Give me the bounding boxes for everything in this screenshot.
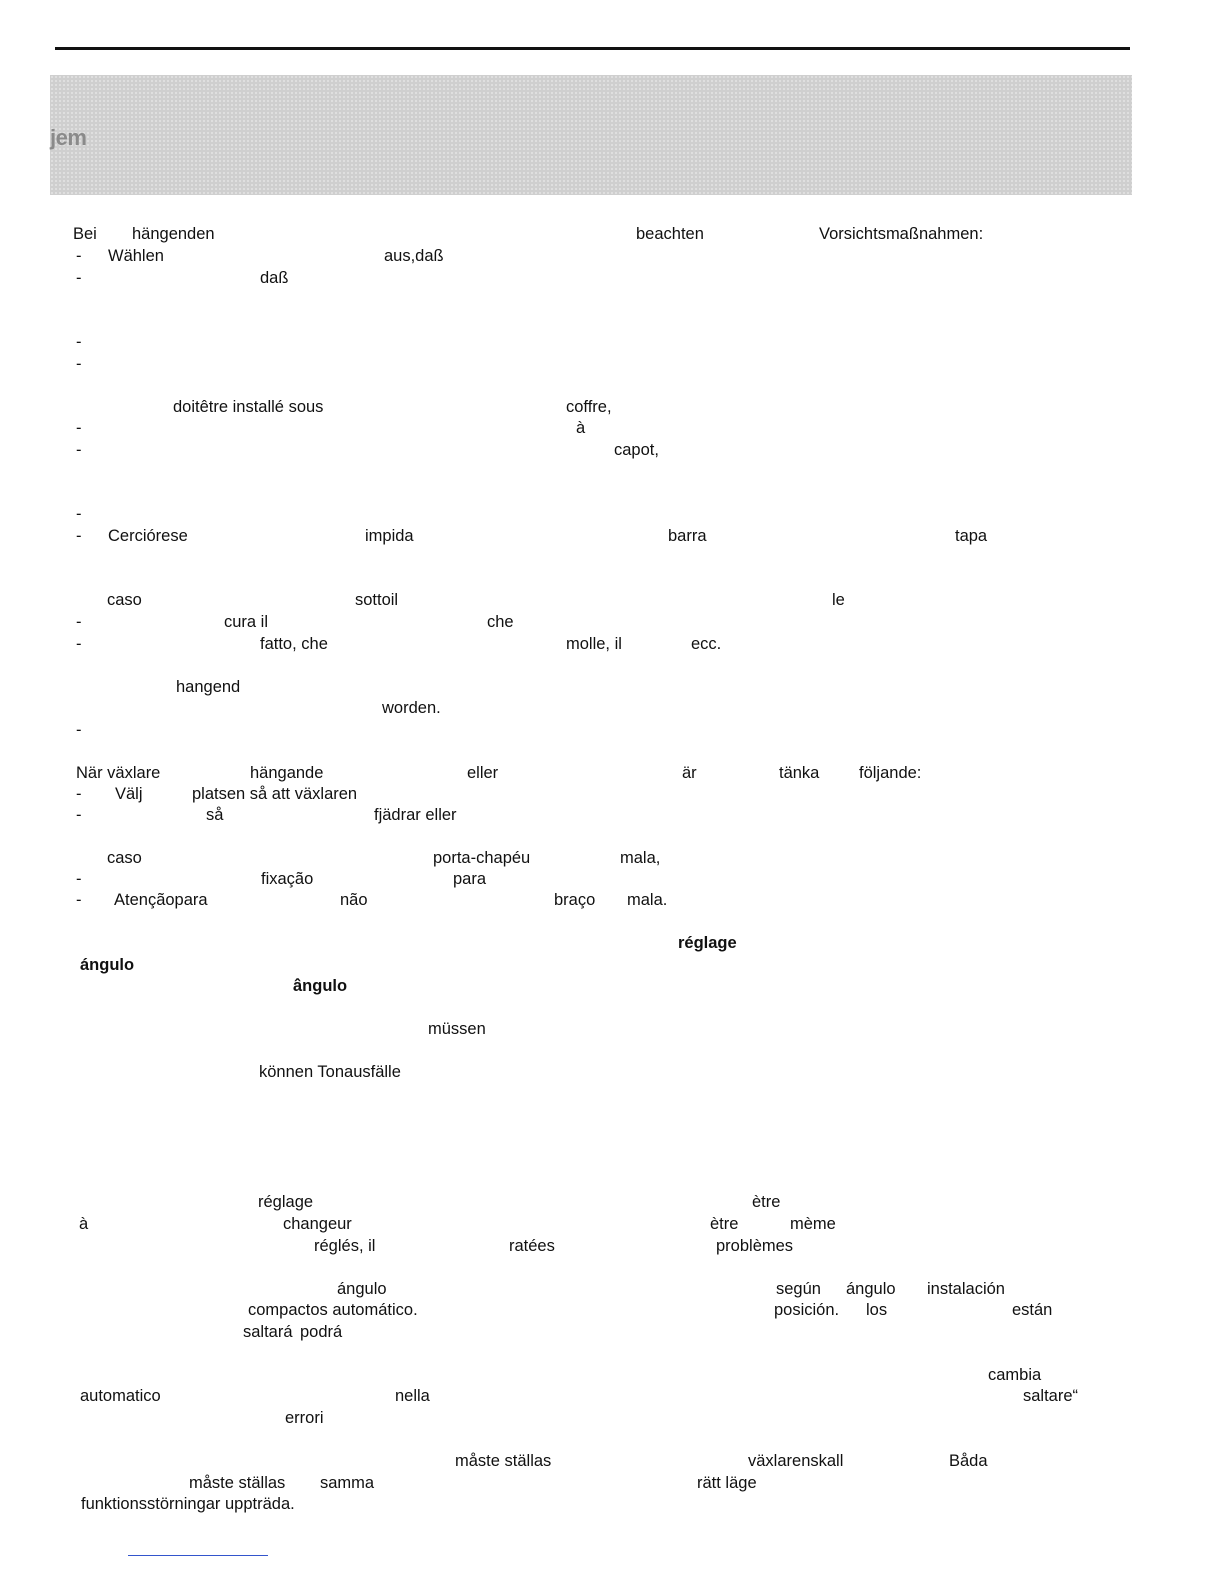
text-fragment: - [76,419,82,437]
text-fragment: När växlare [76,764,161,782]
text-fragment: los [866,1301,888,1319]
text-fragment: Cerciórese [108,527,188,545]
text-fragment: Båda [949,1452,988,1470]
text-fragment: réglage [678,934,737,952]
text-fragment: Bei [73,225,97,243]
text-fragment: är [682,764,697,782]
text-fragment: - [76,333,82,351]
text-fragment: automatico [80,1387,161,1405]
text-fragment: hängande [250,764,324,782]
text-fragment: ètre [752,1193,781,1211]
text-fragment: tänka [779,764,820,782]
text-fragment: Atençãopara [114,891,208,909]
text-fragment: funktionsstörningar uppträda. [81,1495,295,1513]
text-fragment: capot, [614,441,659,459]
text-fragment: compactos automático. [248,1301,418,1319]
text-fragment: - [76,891,82,909]
text-fragment: können Tonausfälle [259,1063,401,1081]
top-rule [55,47,1130,50]
text-fragment: ángulo [846,1280,896,1298]
text-fragment: - [76,269,82,287]
text-fragment: instalación [927,1280,1005,1298]
text-fragment: cura il [224,613,269,631]
text-fragment: fixação [261,870,314,888]
text-fragment: barra [668,527,707,545]
text-fragment: ángulo [80,956,135,974]
text-fragment: à [576,419,586,437]
text-fragment: så [206,806,224,824]
text-fragment: mala. [627,891,668,909]
text-fragment: impida [365,527,414,545]
text-fragment: platsen så att växlaren [192,785,358,803]
text-fragment: - [76,635,82,653]
text-fragment: - [76,441,82,459]
text-fragment: växlarenskall [748,1452,844,1470]
text-fragment: Vorsichtsmaßnahmen: [819,225,984,243]
text-fragment: ângulo [293,977,348,995]
text-fragment: nella [395,1387,430,1405]
text-fragment: saltare“ [1023,1387,1079,1405]
text-fragment: che [487,613,514,631]
text-fragment: - [76,806,82,824]
text-fragment: - [76,721,82,739]
text-fragment: måste ställas [455,1452,552,1470]
text-fragment: mala, [620,849,661,867]
text-fragment: según [776,1280,821,1298]
header-banner [50,75,1132,195]
text-fragment: worden. [382,699,441,717]
text-fragment: ratées [509,1237,555,1255]
text-fragment: sottoil [355,591,399,609]
text-fragment: para [453,870,487,888]
text-fragment: - [76,613,82,631]
text-fragment: não [340,891,368,909]
text-fragment: doitêtre installé sous [173,398,324,416]
text-fragment: fjädrar eller [374,806,457,824]
text-fragment: - [76,505,82,523]
text-fragment: à [79,1215,89,1233]
text-fragment: ecc. [691,635,722,653]
text-fragment: daß [260,269,289,287]
text-fragment: podrá [300,1323,343,1341]
text-fragment: fatto, che [260,635,328,653]
text-fragment: porta-chapéu [433,849,531,867]
text-fragment: aus,daß [384,247,444,265]
bottom-link-rule [128,1555,268,1556]
text-fragment: cambia [988,1366,1042,1384]
text-fragment: - [76,247,82,265]
text-fragment: ètre [710,1215,739,1233]
text-fragment: réglage [258,1193,314,1211]
text-fragment: problèmes [716,1237,794,1255]
text-fragment: posición. [774,1301,840,1319]
text-fragment: beachten [636,225,704,243]
text-fragment: Välj [115,785,143,803]
text-fragment: coffre, [566,398,612,416]
text-fragment: ángulo [337,1280,387,1298]
text-fragment: följande: [859,764,922,782]
text-fragment: saltará [243,1323,293,1341]
text-fragment: hängenden [132,225,215,243]
text-fragment: braço [554,891,596,909]
text-fragment: måste ställas [189,1474,286,1492]
text-fragment: caso [107,591,142,609]
text-fragment: errori [285,1409,324,1427]
text-fragment: - [76,355,82,373]
text-fragment: molle, il [566,635,622,653]
banner-heading-fragment: jem [50,125,87,150]
text-fragment: caso [107,849,142,867]
text-fragment: tapa [955,527,988,545]
text-fragment: - [76,785,82,803]
text-fragment: changeur [283,1215,352,1233]
text-fragment: rätt läge [697,1474,757,1492]
text-fragment: hangend [176,678,241,696]
text-fragment: le [832,591,845,609]
text-fragment: - [76,527,82,545]
text-fragment: Wählen [108,247,164,265]
text-fragment: - [76,870,82,888]
text-fragment: müssen [428,1020,486,1038]
text-fragment: samma [320,1474,375,1492]
text-fragment: mème [790,1215,836,1233]
text-fragment: están [1012,1301,1053,1319]
text-fragment: réglés, il [314,1237,376,1255]
text-fragment: eller [467,764,499,782]
